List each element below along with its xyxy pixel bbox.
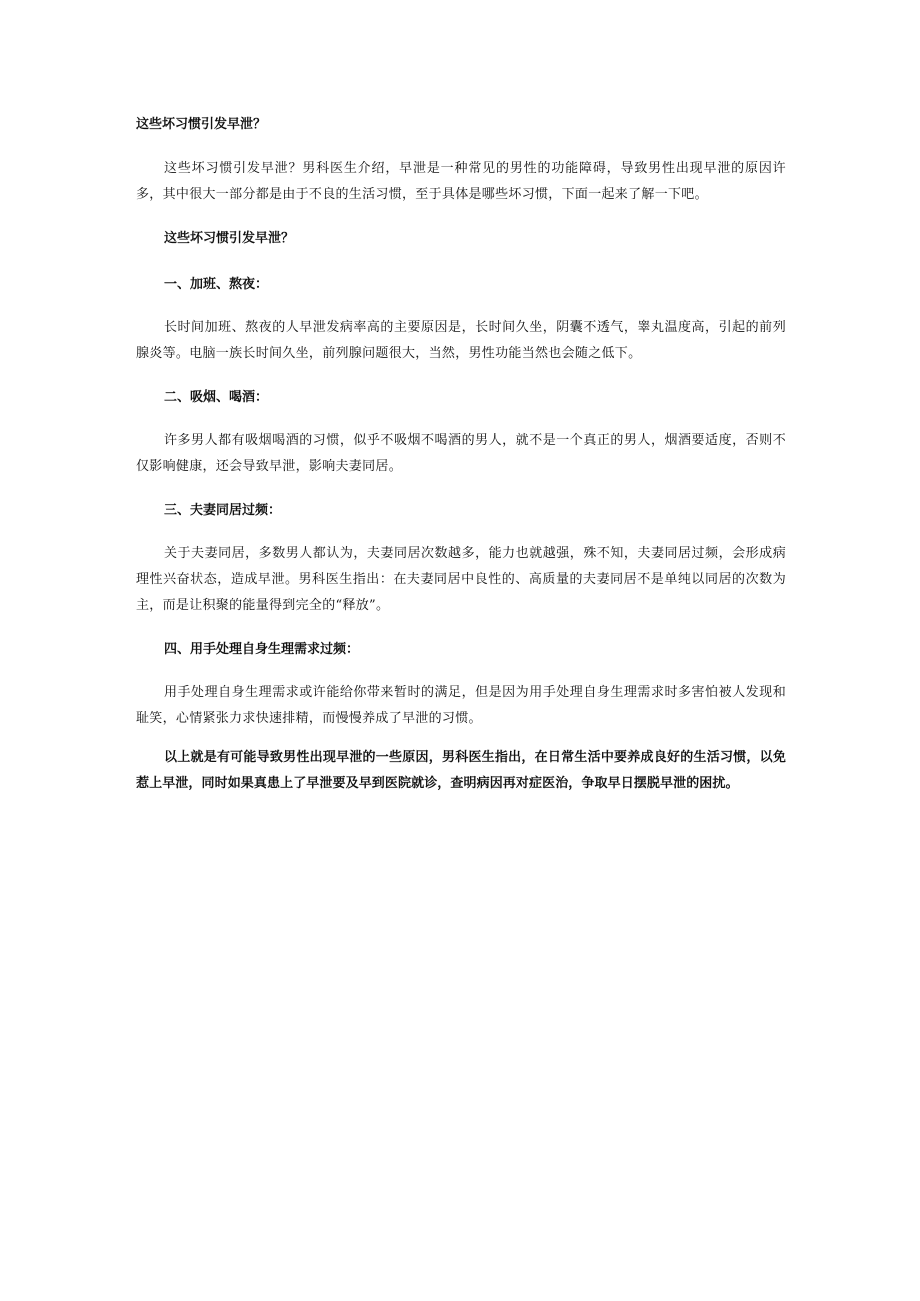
section-1-body: 长时间加班、熬夜的人早泄发病率高的主要原因是，长时间久坐，阴囊不透气，睾丸温度高，引起的前列腺炎等。电脑一族长时间久坐，前列腺问题很大，当然，男性功能当然也会随之低下。 [136, 320, 786, 361]
section-1-heading: 一、加班、熬夜： [164, 277, 269, 292]
intro-paragraph: 这些坏习惯引发早泄？男科医生介绍，早泄是一种常见的男性的功能障碍，导致男性出现早泄的原因许多，其中很大一部分都是由于不良的生活习惯，至于具体是哪些坏习惯，下面一起来了解一下吧。 [136, 161, 786, 202]
section-4-body: 用手处理自身生理需求或许能给你带来暂时的满足，但是因为用手处理自身生理需求时多害怕被人发现和耻笑，心情紧张力求快速排精，而慢慢养成了早泄的习惯。 [136, 685, 786, 726]
conclusion-paragraph: 以上就是有可能导致男性出现早泄的一些原因，男科医生指出，在日常生活中要养成良好的生活习惯，以免惹上早泄，同时如果真患上了早泄要及早到医院就诊，查明病因再对症医治，争取早日摆脱早泄的困扰。 [136, 750, 786, 791]
subtitle-heading: 这些坏习惯引发早泄？ [164, 231, 295, 246]
section-4-heading: 四、用手处理自身生理需求过频： [164, 642, 360, 657]
section-3-heading: 三、夫妻同居过频： [164, 503, 282, 518]
section-2-heading: 二、吸烟、喝酒： [164, 390, 269, 405]
document-title: 这些坏习惯引发早泄？ [136, 117, 267, 132]
section-3-body: 关于夫妻同居，多数男人都认为，夫妻同居次数越多，能力也就越强，殊不知，夫妻同居过频，会形成病理性兴奋状态，造成早泄。男科医生指出：在夫妻同居中良性的、高质量的夫妻同居不是单纯以同居的次数为主，而是让积聚的能量得到完全的“释放”。 [136, 546, 786, 613]
section-2-body: 许多男人都有吸烟喝酒的习惯，似乎不吸烟不喝酒的男人，就不是一个真正的男人，烟酒要适度，否则不仅影响健康，还会导致早泄，影响夫妻同居。 [136, 433, 786, 474]
